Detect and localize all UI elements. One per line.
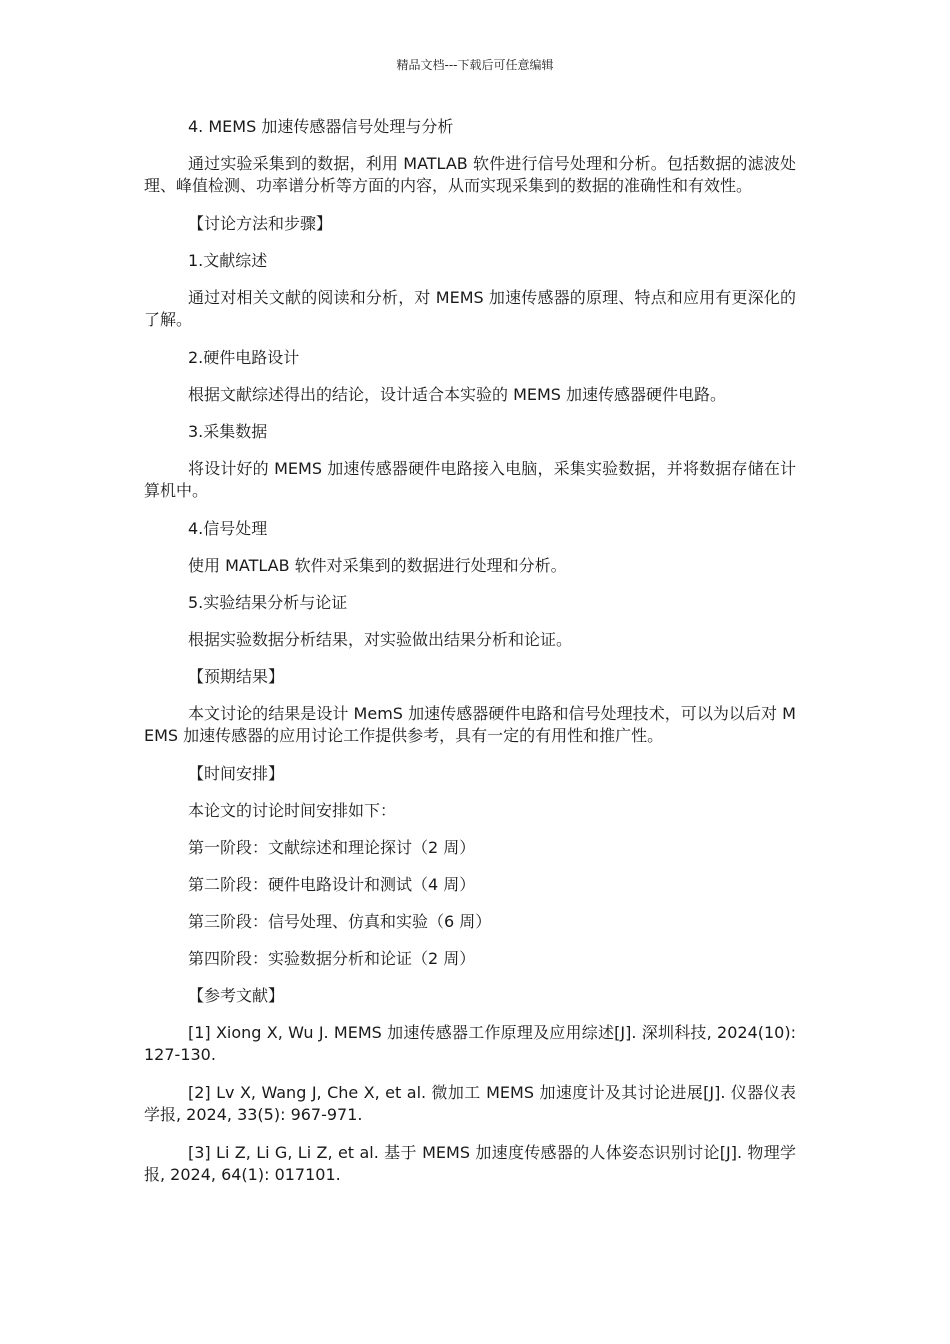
page-header: 精品文档---下载后可任意编辑 <box>396 58 554 72</box>
step-heading-signal-processing: 4.信号处理 <box>188 519 268 538</box>
document-body <box>144 116 796 1202</box>
schedule-stage-4: 第四阶段：实验数据分析和论证（2 周） <box>188 949 476 968</box>
section-heading-schedule: 【时间安排】 <box>188 764 285 783</box>
paragraph-step-signal-processing: 使用 MATLAB 软件对采集到的数据进行处理和分析。 <box>188 556 567 575</box>
paragraph-expected-results: 本文讨论的结果是设计 MemS 加速传感器硬件电路和信号处理技术，可以为以后对 MEMS 加速传感器的应用讨论工作提供参考，具有一定的有用性和推广性。 <box>144 704 796 745</box>
step-heading-data-collection: 3.采集数据 <box>188 422 268 441</box>
reference-item-2: [2] Lv X, Wang J, Che X, et al. 微加工 MEMS 加速度计及其讨论进展[J]. 仪器仪表学报, 2024, 33(5): 967-971. <box>144 1083 796 1124</box>
schedule-stage-1: 第一阶段：文献综述和理论探讨（2 周） <box>188 838 476 857</box>
step-heading-literature-review: 1.文献综述 <box>188 251 268 270</box>
step-heading-hardware-design: 2.硬件电路设计 <box>188 348 300 367</box>
paragraph-data-collection: 将设计好的 MEMS 加速传感器硬件电路接入电脑，采集实验数据，并将数据存储在计算机中。 <box>144 459 796 500</box>
schedule-stage-2: 第二阶段：硬件电路设计和测试（4 周） <box>188 875 476 894</box>
paragraph-hardware-design: 根据文献综述得出的结论，设计适合本实验的 MEMS 加速传感器硬件电路。 <box>188 385 727 404</box>
reference-item-3: [3] Li Z, Li G, Li Z, et al. 基于 MEMS 加速度传感器的人体姿态识别讨论[J]. 物理学报, 2024, 64(1): 017101. <box>144 1143 796 1184</box>
section-heading-signal-processing: 4. MEMS 加速传感器信号处理与分析 <box>188 117 454 136</box>
reference-item-1: [1] Xiong X, Wu J. MEMS 加速传感器工作原理及应用综述[J]. 深圳科技, 2024(10): 127-130. <box>144 1023 796 1064</box>
paragraph-literature-review: 通过对相关文献的阅读和分析，对 MEMS 加速传感器的原理、特点和应用有更深化的了解。 <box>144 288 796 329</box>
paragraph-schedule-intro: 本论文的讨论时间安排如下： <box>188 801 397 820</box>
paragraph-result-analysis: 根据实验数据分析结果，对实验做出结果分析和论证。 <box>188 630 573 649</box>
section-heading-expected-results: 【预期结果】 <box>188 667 285 686</box>
paragraph-signal-processing: 通过实验采集到的数据，利用 MATLAB 软件进行信号处理和分析。包括数据的滤波处理、峰值检测、功率谱分析等方面的内容，从而实现采集到的数据的准确性和有效性。 <box>144 154 796 195</box>
section-heading-references: 【参考文献】 <box>188 986 285 1005</box>
step-heading-result-analysis: 5.实验结果分析与论证 <box>188 593 348 612</box>
schedule-stage-3: 第三阶段：信号处理、仿真和实验（6 周） <box>188 912 492 931</box>
section-heading-methods: 【讨论方法和步骤】 <box>188 214 333 233</box>
